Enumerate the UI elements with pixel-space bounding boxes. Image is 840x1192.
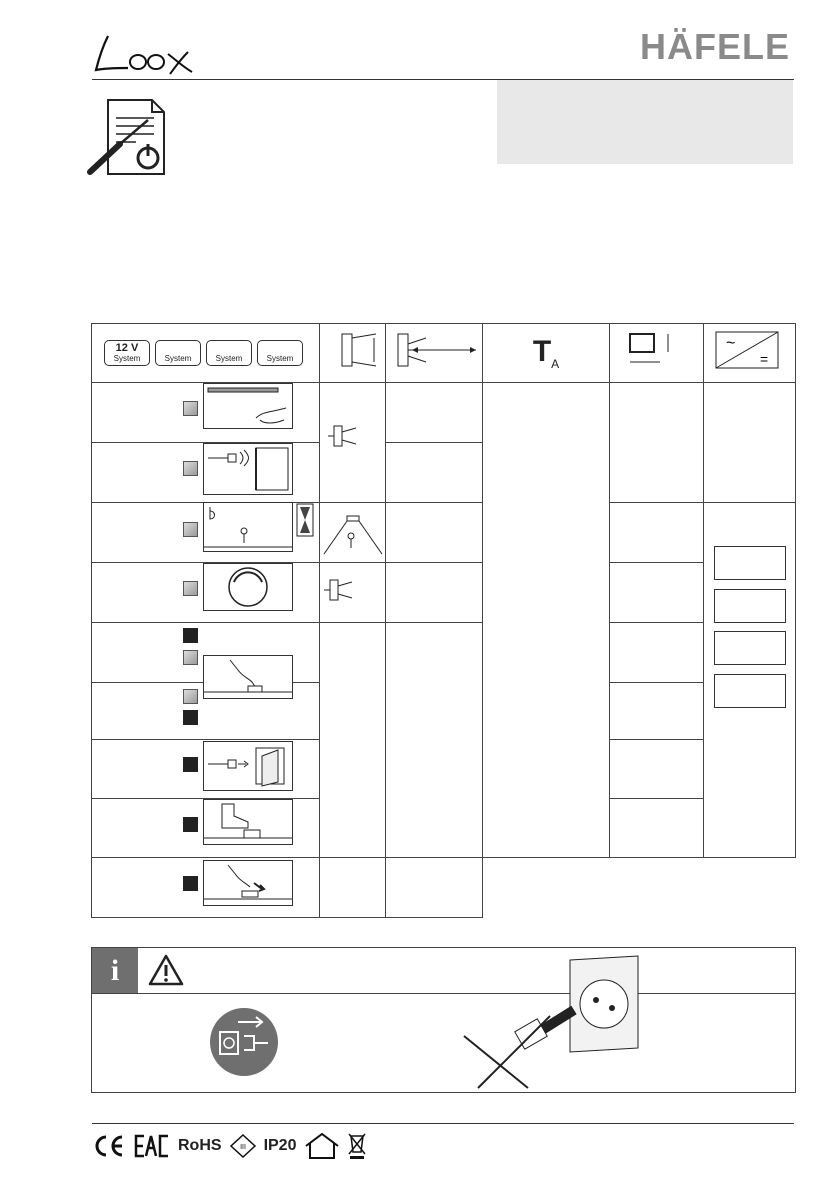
ce-mark-icon	[92, 1134, 126, 1158]
checkbox-dark	[183, 757, 198, 772]
ambient-temp-header: $T_A$	[483, 324, 610, 383]
push-switch-pictogram	[203, 655, 293, 699]
protection-class-icon	[230, 1134, 256, 1158]
checkbox-gray	[183, 401, 198, 416]
detection-angle-icon	[320, 324, 386, 377]
voltage-option-box	[714, 674, 786, 708]
disconnect-power-icon	[208, 1006, 280, 1078]
door-contact-pictogram	[203, 741, 293, 791]
ip-rating: IP20	[263, 1137, 297, 1154]
detection-range-icon	[386, 324, 483, 377]
eac-mark-icon	[134, 1134, 170, 1158]
system-pill: System	[155, 340, 201, 366]
sensor-range-header	[386, 324, 483, 383]
ceiling-sensor-icon	[322, 514, 384, 556]
system-pill: System	[206, 340, 252, 366]
voltage-option-box	[714, 589, 786, 623]
rohs-mark: RoHS	[178, 1137, 222, 1154]
certification-marks	[92, 1132, 366, 1160]
svg-text:III: III	[239, 1144, 246, 1151]
system-pill: System	[257, 340, 303, 366]
checkbox-gray	[183, 522, 198, 537]
voltage-option-box	[714, 546, 786, 580]
sensor-angle-header	[320, 324, 386, 383]
door-sensor-pictogram	[203, 443, 293, 495]
dimmer-pictogram	[203, 563, 293, 611]
info-gray-box	[497, 80, 793, 164]
pull-switch-pictogram	[203, 860, 293, 906]
checkbox-dark	[183, 628, 198, 643]
checkbox-dark	[183, 876, 198, 891]
power-header	[704, 324, 796, 383]
foot-switch-pictogram	[203, 799, 293, 845]
ac-dc-converter-icon	[704, 324, 796, 377]
system-header-cell	[92, 324, 320, 383]
hourglass-icon	[296, 503, 314, 537]
loox-logo	[92, 28, 202, 78]
do-not-plug-in-illustration	[458, 952, 648, 1090]
svg-text:~: ~	[726, 335, 736, 352]
checkbox-gray	[183, 581, 198, 596]
checkbox-gray	[183, 650, 198, 665]
system-pill: 12 V System	[104, 340, 150, 366]
sensor-icon	[328, 424, 358, 448]
installation-manual-icon	[86, 96, 170, 180]
info-icon: i	[92, 948, 138, 993]
checkbox-dark	[183, 817, 198, 832]
safety-info-header	[92, 948, 795, 994]
weee-bin-icon	[348, 1132, 366, 1160]
safety-info-panel	[91, 947, 796, 1093]
warning-icon	[148, 954, 184, 986]
touch-sensor-pictogram	[203, 383, 293, 429]
checkbox-dark	[183, 710, 198, 725]
table-header-row	[92, 324, 796, 383]
motion-sensor-pictogram	[203, 502, 293, 552]
svg-text:=: =	[760, 351, 769, 367]
checkbox-gray	[183, 461, 198, 476]
checkbox-gray	[183, 689, 198, 704]
footer-divider	[92, 1123, 794, 1124]
dimensions-header	[610, 324, 704, 383]
dimensions-icon	[610, 324, 704, 377]
voltage-option-box	[714, 631, 786, 665]
hafele-logo: HÄFELE	[640, 26, 790, 67]
sensor-icon	[324, 578, 354, 602]
indoor-use-icon	[304, 1132, 340, 1160]
